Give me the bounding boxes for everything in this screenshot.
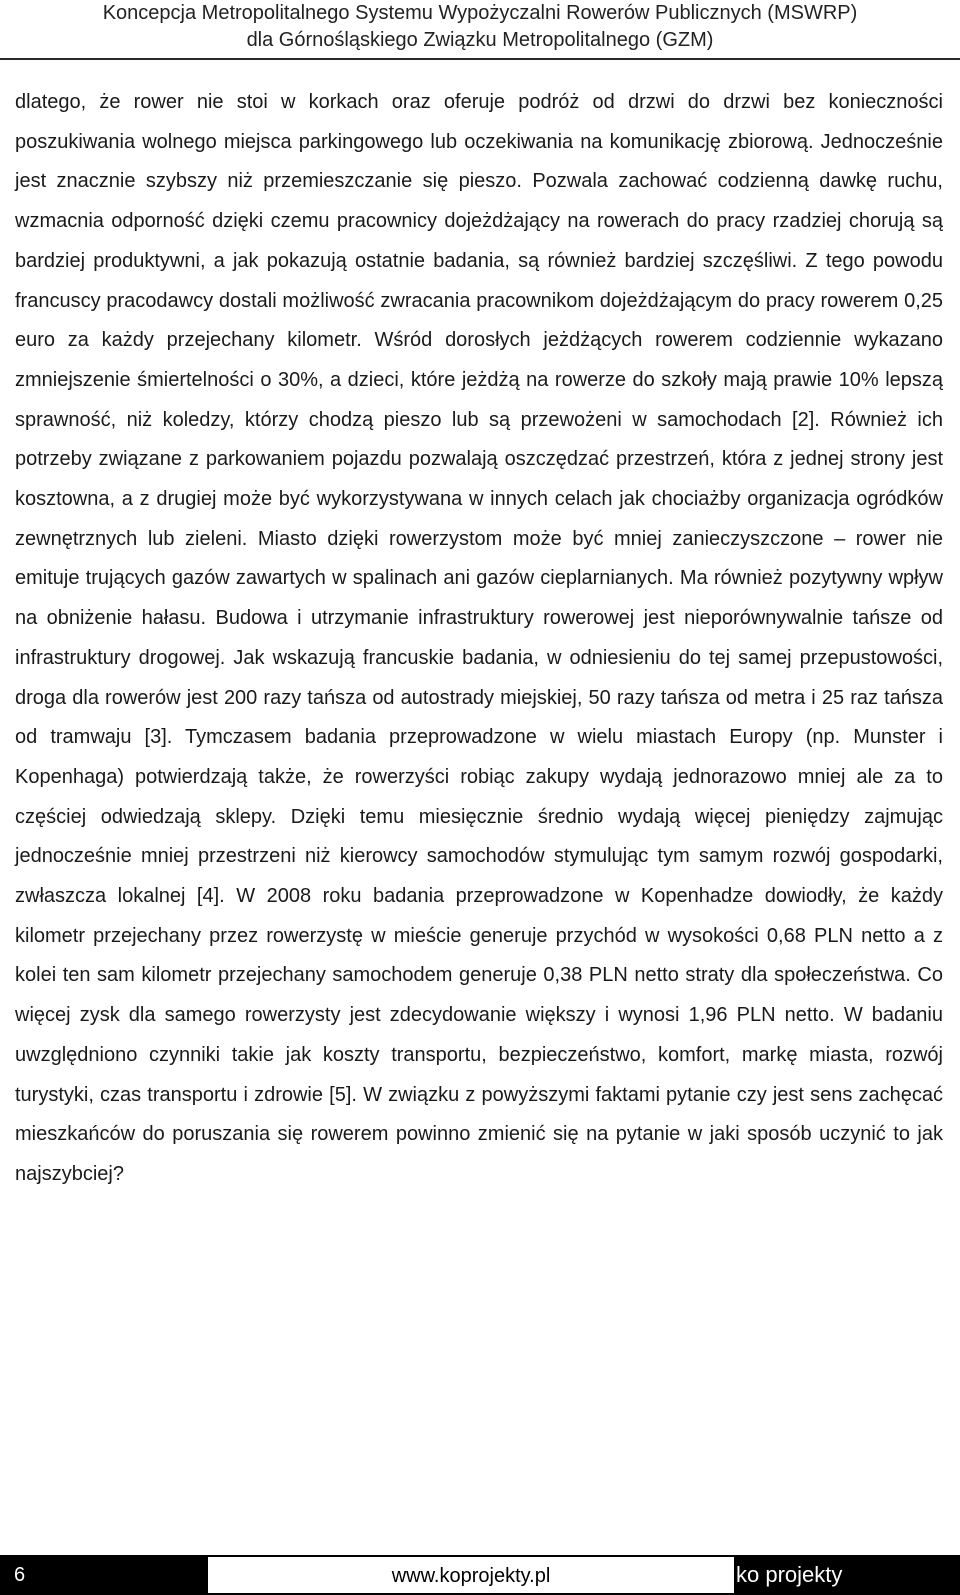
page-footer	[0, 1555, 960, 1595]
document-title: Koncepcja Metropolitalnego Systemu Wypożyczalni Rowerów Publicznych (MSWRP)	[102, 2, 858, 24]
page-number: 6	[14, 1564, 26, 1586]
footer-website-link[interactable]: www.koprojekty.pl	[208, 1557, 734, 1593]
page-header	[0, 0, 960, 54]
body-paragraph: dlatego, że rower nie stoi w korkach oraz oferuje podróż od drzwi do drzwi bez konieczności poszukiwania wolnego miejsca parkingowego lub oczekiwania na komunikację zbiorową. Jednocześnie jest znacznie szybszy niż przemieszczanie się pieszo. Pozwala zachować codzienną dawkę ruchu, wzmacnia odporność dzięki czemu pracownicy dojeżdżający na rowerach do pracy rzadziej chorują są bardziej produktywni, a jak pokazują ostatnie badania, są również bardziej szczęśliwi. Z tego powodu francuscy pracodawcy dostali możliwość zwracania pracownikom dojeżdżającym do pracy rowerem 0,25 euro za każdy przejechany kilometr. Wśród dorosłych jeżdżących rowerem codziennie wykazano zmniejszenie śmiertelności o 30%, a dzieci, które jeżdżą na rowerze do szkoły mają prawie 10% lepszą sprawność, niż koledzy, którzy chodzą pieszo lub są przewożeni w samochodach [2]. Również ich potrzeby związane z parkowaniem pojazdu pozwalają oszczędzać przestrzeń, która z jednej strony jest kosztowna, a z drugiej może być wykorzystywana w innych celach jak chociażby organizacja ogródków zewnętrznych lub zieleni. Miasto dzięki rowerzystom może być mniej zanieczyszczone – rower nie emituje trujących gazów zawartych w spalinach ani gazów cieplarnianych. Ma również pozytywny wpływ na obniżenie hałasu. Budowa i utrzymanie infrastruktury rowerowej jest nieporównywalnie tańsze od infrastruktury drogowej. Jak wskazują francuskie badania, w odniesieniu do tej samej przepustowości, droga dla rowerów jest 200 razy tańsza od autostrady miejskiej, 50 razy tańsza od metra i 25 raz tańsza od tramwaju [3]. Tymczasem badania przeprowadzone w wielu miastach Europy (np. Munster i Kopenhaga) potwierdzają także, że rowerzyści robiąc zakupy wydają jednorazowo mniej ale za to częściej odwiedzają sklepy. Dzięki temu miesięcznie średnio wydają więcej pieniędzy zajmując jednocześnie mniej przestrzeni niż kierowcy samochodów stymulując tym samym rozwój gospodarki, zwłaszcza lokalnej [4]. W 2008 roku badania przeprowadzone w Kopenhadze dowiodły, że każdy kilometr przejechany przez rowerzystę w mieście generuje przychód w wysokości 0,68 PLN netto a z kolei ten sam kilometr przejechany samochodem generuje 0,38 PLN netto straty dla społeczeństwa. Co więcej zysk dla samego rowerzysty jest zdecydowanie większy i wynosi 1,96 PLN netto. W badaniu uwzględniono czynniki takie jak koszty transportu, bezpieczeństwo, komfort, markę miasta, rozwój turystyki, czas transportu i zdrowie [5]. W związku z powyższymi faktami pytanie czy jest sens zachęcać mieszkańców do poruszania się rowerem powinno zmienić się na pytanie w jaki sposób uczynić to jak najszybciej?	[15, 91, 943, 1185]
footer-brand: ko projekty	[736, 1562, 843, 1587]
document-subtitle: dla Górnośląskiego Związku Metropolitalnego (GZM)	[246, 29, 714, 51]
header-divider	[0, 58, 960, 60]
